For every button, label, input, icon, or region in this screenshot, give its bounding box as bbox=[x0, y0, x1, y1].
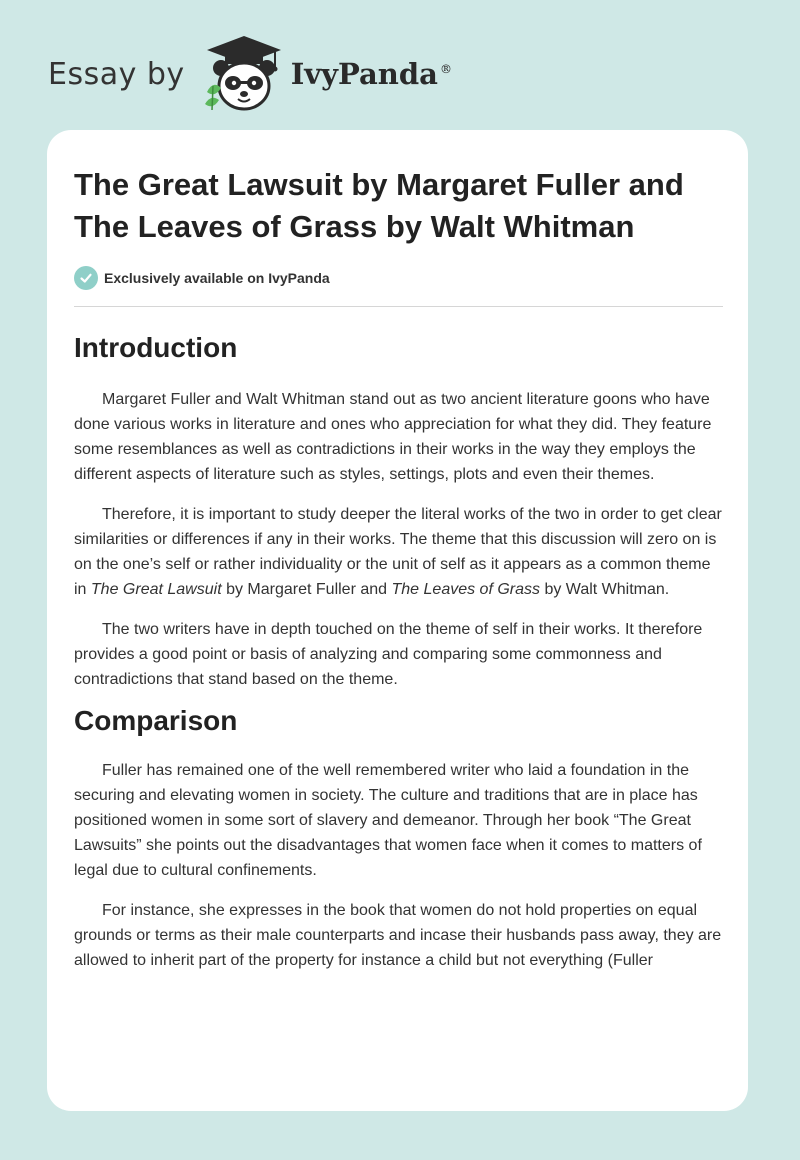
essay-by-label: Essay by bbox=[48, 56, 185, 92]
site-header bbox=[48, 34, 452, 114]
brand-name-text: IvyPanda bbox=[290, 57, 438, 91]
paragraph: Margaret Fuller and Walt Whitman stand out as two ancient literature goons who have done various works in literature and ones who appreciation for what they did. They feature some resemblances as well as contradictions in their works in the way they employs the different aspects of literature such as styles, settings, plots and even their themes. bbox=[74, 391, 712, 483]
section-heading-introduction: Introduction bbox=[74, 332, 238, 363]
panda-logo-icon[interactable] bbox=[201, 34, 287, 114]
section-heading-comparison: Comparison bbox=[74, 705, 238, 736]
registered-mark: ® bbox=[439, 62, 452, 77]
exclusive-label: Exclusively available on IvyPanda bbox=[104, 270, 330, 286]
brand-name[interactable] bbox=[291, 57, 452, 91]
paragraph-text: Therefore, it is important to study deeper the literal works of the two in order to get clear similarities or differences if any in their works. The theme that this discussion will zero on is on the one’s self or rather individuality or the unit of self as it appears as a common theme in bbox=[74, 506, 722, 598]
paragraph-text: by Walt Whitman. bbox=[540, 581, 670, 598]
article-card bbox=[47, 130, 748, 1111]
check-badge-icon bbox=[74, 266, 98, 290]
paragraph: The two writers have in depth touched on the theme of self in their works. It therefore provides a good point or basis of analyzing and comparing some commonness and contradictions that stand based on the theme. bbox=[74, 621, 703, 688]
article-title: The Great Lawsuit by Margaret Fuller and The Leaves of Grass by Walt Whitman bbox=[74, 167, 684, 244]
book-title: The Leaves of Grass bbox=[391, 581, 541, 598]
article-body bbox=[74, 164, 723, 973]
paragraph-text: by Margaret Fuller and bbox=[221, 581, 392, 598]
paragraph: For instance, she expresses in the book that women do not hold properties on equal grounds or terms as their male counterparts and incase their husbands pass away, they are allowed to inherit part of the property for instance a child but not everything (Fuller bbox=[74, 902, 722, 969]
divider bbox=[74, 306, 723, 307]
paragraph bbox=[74, 502, 723, 602]
paragraph: Fuller has remained one of the well remembered writer who laid a foundation in the securing and elevating women in society. The culture and traditions that are in place has positioned women in some sort of slavery and demeanor. Through her book “The Great Lawsuits” she points out the disadvantages that women face when it comes to matters of legal due to cultural confinements. bbox=[74, 762, 702, 879]
exclusive-notice bbox=[74, 265, 723, 291]
book-title: The Great Lawsuit bbox=[90, 581, 222, 598]
